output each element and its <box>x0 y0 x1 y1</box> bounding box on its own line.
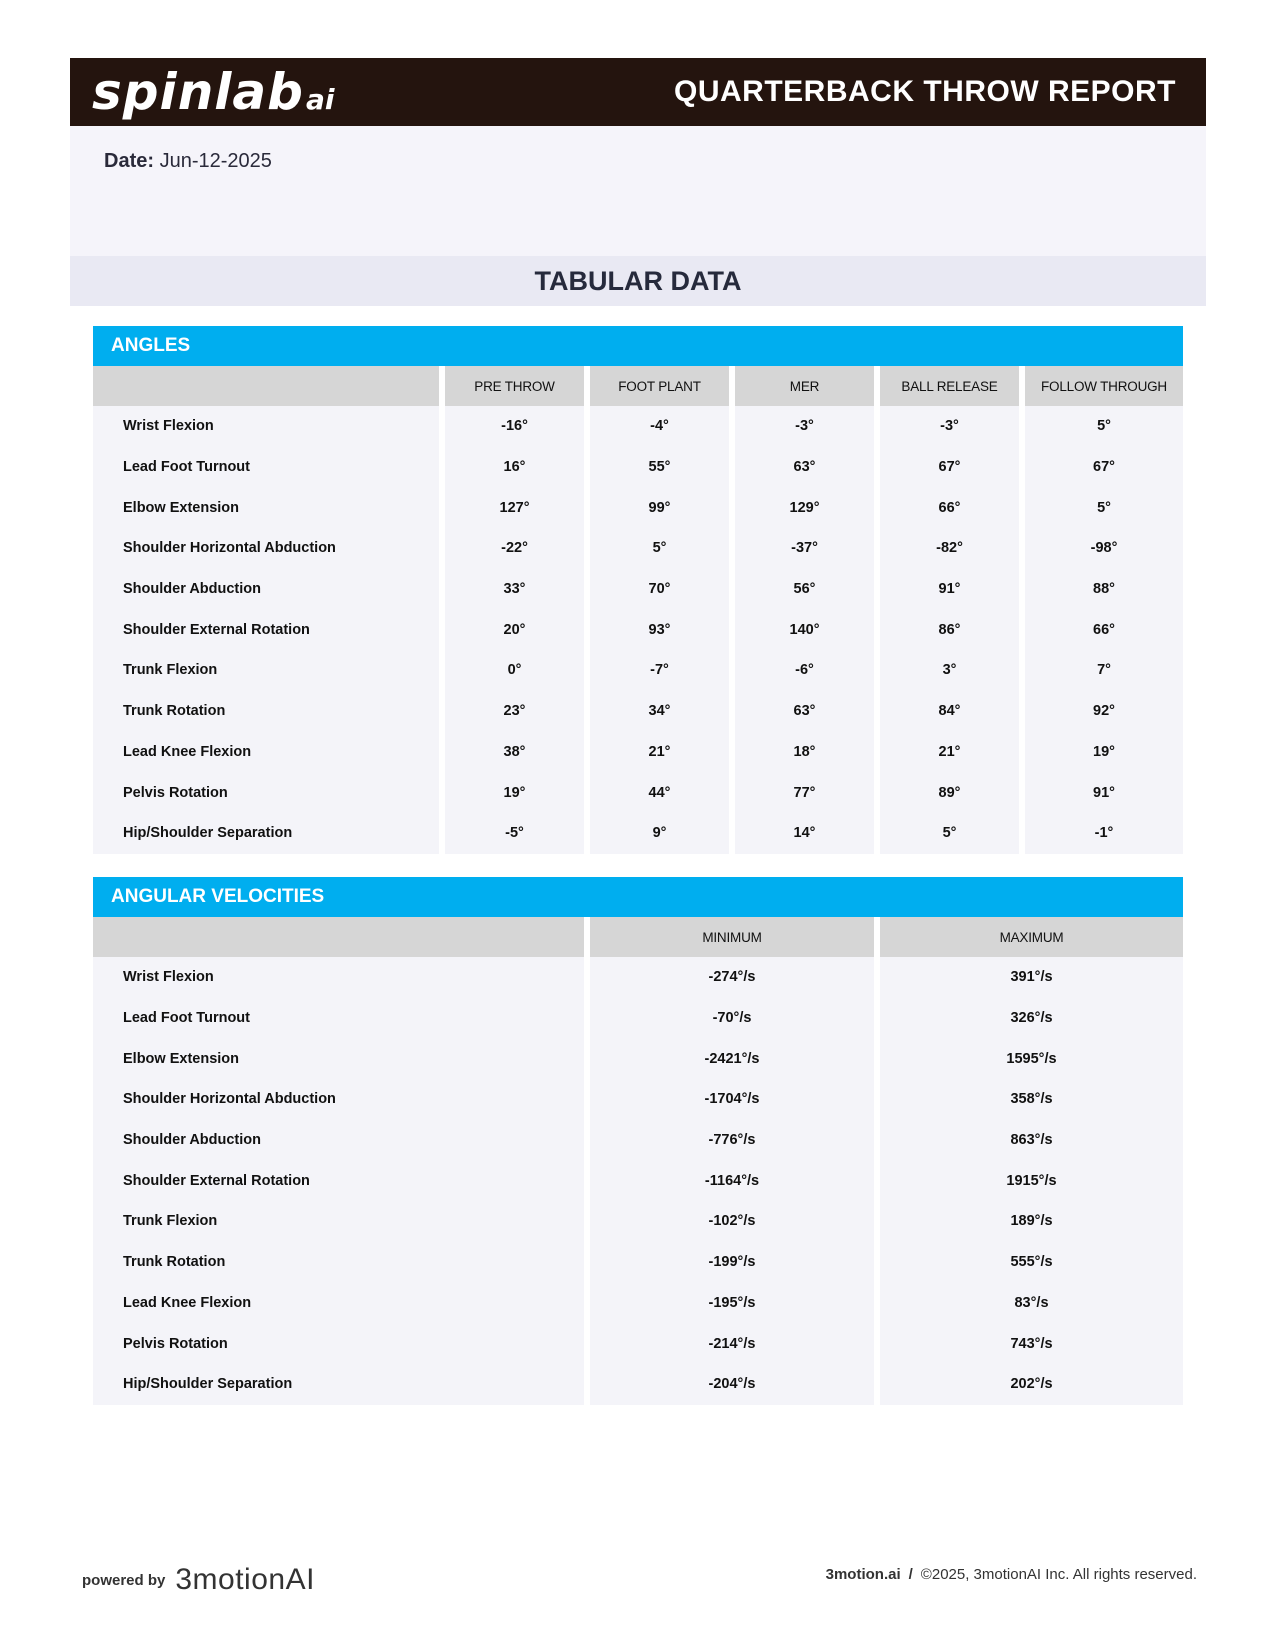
row-label: Wrist Flexion <box>93 406 439 447</box>
value-cell: 66° <box>1019 609 1183 650</box>
value-cell: 23° <box>439 691 584 732</box>
value-cell: 18° <box>729 732 874 773</box>
angles-header-cell: FOOT PLANT <box>584 366 729 406</box>
table-row <box>93 447 1183 488</box>
row-label: Pelvis Rotation <box>93 772 439 813</box>
info-panel <box>70 126 1206 256</box>
angles-header-cell: MER <box>729 366 874 406</box>
table-row <box>93 650 1183 691</box>
value-cell: -2421°/s <box>584 1038 874 1079</box>
value-cell: 20° <box>439 609 584 650</box>
value-cell: 140° <box>729 609 874 650</box>
value-cell: 358°/s <box>874 1079 1183 1120</box>
footer-copyright-text: ©2025, 3motionAI Inc. All rights reserved. <box>920 1566 1197 1583</box>
velocities-title: ANGULAR VELOCITIES <box>93 877 1183 917</box>
velocities-header-cell: MAXIMUM <box>874 917 1183 957</box>
table-row <box>93 569 1183 610</box>
value-cell: 19° <box>1019 732 1183 773</box>
logo-suffix-text: ai <box>305 83 335 116</box>
value-cell: 743°/s <box>874 1323 1183 1364</box>
table-row <box>93 957 1183 998</box>
angles-block <box>93 326 1183 854</box>
table-row <box>93 528 1183 569</box>
velocities-header-row <box>93 917 1183 957</box>
velocities-header-cell: MINIMUM <box>584 917 874 957</box>
value-cell: 129° <box>729 487 874 528</box>
row-label: Shoulder Horizontal Abduction <box>93 528 439 569</box>
row-label: Trunk Flexion <box>93 1201 584 1242</box>
table-row <box>93 1323 1183 1364</box>
row-label: Pelvis Rotation <box>93 1323 584 1364</box>
angles-header-row <box>93 366 1183 406</box>
value-cell: 863°/s <box>874 1120 1183 1161</box>
angles-table <box>93 366 1183 854</box>
row-label: Lead Foot Turnout <box>93 447 439 488</box>
value-cell: 202°/s <box>874 1364 1183 1405</box>
velocities-block <box>93 877 1183 1405</box>
footer-copyright <box>826 1566 1197 1583</box>
angles-header-cell: PRE THROW <box>439 366 584 406</box>
value-cell: 326°/s <box>874 998 1183 1039</box>
value-cell: 19° <box>439 772 584 813</box>
value-cell: -70°/s <box>584 998 874 1039</box>
value-cell: 44° <box>584 772 729 813</box>
section-title: TABULAR DATA <box>534 265 742 296</box>
report-header <box>70 58 1206 126</box>
row-label: Trunk Rotation <box>93 1242 584 1283</box>
value-cell: 38° <box>439 732 584 773</box>
value-cell: -1° <box>1019 813 1183 854</box>
table-row <box>93 1283 1183 1324</box>
row-label: Lead Knee Flexion <box>93 1283 584 1324</box>
table-row <box>93 1120 1183 1161</box>
row-label: Trunk Rotation <box>93 691 439 732</box>
value-cell: -7° <box>584 650 729 691</box>
row-label: Wrist Flexion <box>93 957 584 998</box>
value-cell: -37° <box>729 528 874 569</box>
value-cell: 5° <box>874 813 1019 854</box>
value-cell: 92° <box>1019 691 1183 732</box>
value-cell: -5° <box>439 813 584 854</box>
footer-separator: / <box>908 1566 913 1583</box>
table-row <box>93 1242 1183 1283</box>
value-cell: 66° <box>874 487 1019 528</box>
date-label: Date: <box>104 150 155 172</box>
value-cell: -776°/s <box>584 1120 874 1161</box>
value-cell: 1595°/s <box>874 1038 1183 1079</box>
angles-title: ANGLES <box>93 326 1183 366</box>
value-cell: 55° <box>584 447 729 488</box>
value-cell: -98° <box>1019 528 1183 569</box>
value-cell: 5° <box>584 528 729 569</box>
table-row <box>93 691 1183 732</box>
value-cell: -102°/s <box>584 1201 874 1242</box>
value-cell: 34° <box>584 691 729 732</box>
velocities-table <box>93 917 1183 1405</box>
value-cell: 21° <box>874 732 1019 773</box>
value-cell: 83°/s <box>874 1283 1183 1324</box>
powered-by-text: powered by <box>82 1571 166 1589</box>
value-cell: -195°/s <box>584 1283 874 1324</box>
table-row <box>93 1160 1183 1201</box>
value-cell: 1915°/s <box>874 1160 1183 1201</box>
value-cell: -214°/s <box>584 1323 874 1364</box>
value-cell: 67° <box>1019 447 1183 488</box>
table-row <box>93 1038 1183 1079</box>
row-label: Shoulder Horizontal Abduction <box>93 1079 584 1120</box>
value-cell: 84° <box>874 691 1019 732</box>
value-cell: 189°/s <box>874 1201 1183 1242</box>
table-row <box>93 1201 1183 1242</box>
section-banner <box>70 256 1206 306</box>
value-cell: 91° <box>1019 772 1183 813</box>
value-cell: 91° <box>874 569 1019 610</box>
value-cell: 63° <box>729 447 874 488</box>
value-cell: 70° <box>584 569 729 610</box>
value-cell: -4° <box>584 406 729 447</box>
value-cell: 63° <box>729 691 874 732</box>
value-cell: 77° <box>729 772 874 813</box>
report-title: QUARTERBACK THROW REPORT <box>674 75 1176 108</box>
value-cell: 555°/s <box>874 1242 1183 1283</box>
value-cell: -3° <box>874 406 1019 447</box>
value-cell: -1164°/s <box>584 1160 874 1201</box>
footer-site-link[interactable]: 3motion.ai <box>825 1566 901 1583</box>
value-cell: 5° <box>1019 487 1183 528</box>
value-cell: 5° <box>1019 406 1183 447</box>
row-label: Shoulder External Rotation <box>93 609 439 650</box>
row-label: Lead Knee Flexion <box>93 732 439 773</box>
row-label: Shoulder Abduction <box>93 1120 584 1161</box>
value-cell: 93° <box>584 609 729 650</box>
value-cell: 21° <box>584 732 729 773</box>
value-cell: -1704°/s <box>584 1079 874 1120</box>
table-row <box>93 998 1183 1039</box>
row-label: Hip/Shoulder Separation <box>93 813 439 854</box>
value-cell: 127° <box>439 487 584 528</box>
angles-header-cell: BALL RELEASE <box>874 366 1019 406</box>
value-cell: 9° <box>584 813 729 854</box>
row-label: Trunk Flexion <box>93 650 439 691</box>
velocities-header-blank <box>93 917 584 957</box>
value-cell: 391°/s <box>874 957 1183 998</box>
value-cell: 16° <box>439 447 584 488</box>
value-cell: 7° <box>1019 650 1183 691</box>
table-row <box>93 1079 1183 1120</box>
angles-header-cell: FOLLOW THROUGH <box>1019 366 1183 406</box>
value-cell: -6° <box>729 650 874 691</box>
value-cell: 56° <box>729 569 874 610</box>
table-row <box>93 732 1183 773</box>
table-row <box>93 813 1183 854</box>
value-cell: 14° <box>729 813 874 854</box>
row-label: Shoulder Abduction <box>93 569 439 610</box>
logo-main-text: spinlab <box>92 63 304 121</box>
row-label: Lead Foot Turnout <box>93 998 584 1039</box>
value-cell: -82° <box>874 528 1019 569</box>
row-label: Shoulder External Rotation <box>93 1160 584 1201</box>
value-cell: -204°/s <box>584 1364 874 1405</box>
value-cell: 88° <box>1019 569 1183 610</box>
value-cell: -199°/s <box>584 1242 874 1283</box>
angles-header-blank <box>93 366 439 406</box>
spinlab-logo <box>92 63 334 121</box>
value-cell: -274°/s <box>584 957 874 998</box>
3motionai-logo: 3motionAI <box>175 1563 315 1596</box>
row-label: Elbow Extension <box>93 487 439 528</box>
date-line <box>104 150 272 173</box>
row-label: Hip/Shoulder Separation <box>93 1364 584 1405</box>
table-row <box>93 487 1183 528</box>
value-cell: 99° <box>584 487 729 528</box>
value-cell: 0° <box>439 650 584 691</box>
row-label: Elbow Extension <box>93 1038 584 1079</box>
date-value: Jun-12-2025 <box>159 150 272 172</box>
value-cell: -22° <box>439 528 584 569</box>
value-cell: 89° <box>874 772 1019 813</box>
table-row <box>93 772 1183 813</box>
value-cell: -3° <box>729 406 874 447</box>
value-cell: 86° <box>874 609 1019 650</box>
table-row <box>93 406 1183 447</box>
value-cell: 3° <box>874 650 1019 691</box>
value-cell: -16° <box>439 406 584 447</box>
value-cell: 67° <box>874 447 1019 488</box>
footer-powered-by <box>82 1563 315 1597</box>
table-row <box>93 609 1183 650</box>
value-cell: 33° <box>439 569 584 610</box>
table-row <box>93 1364 1183 1405</box>
